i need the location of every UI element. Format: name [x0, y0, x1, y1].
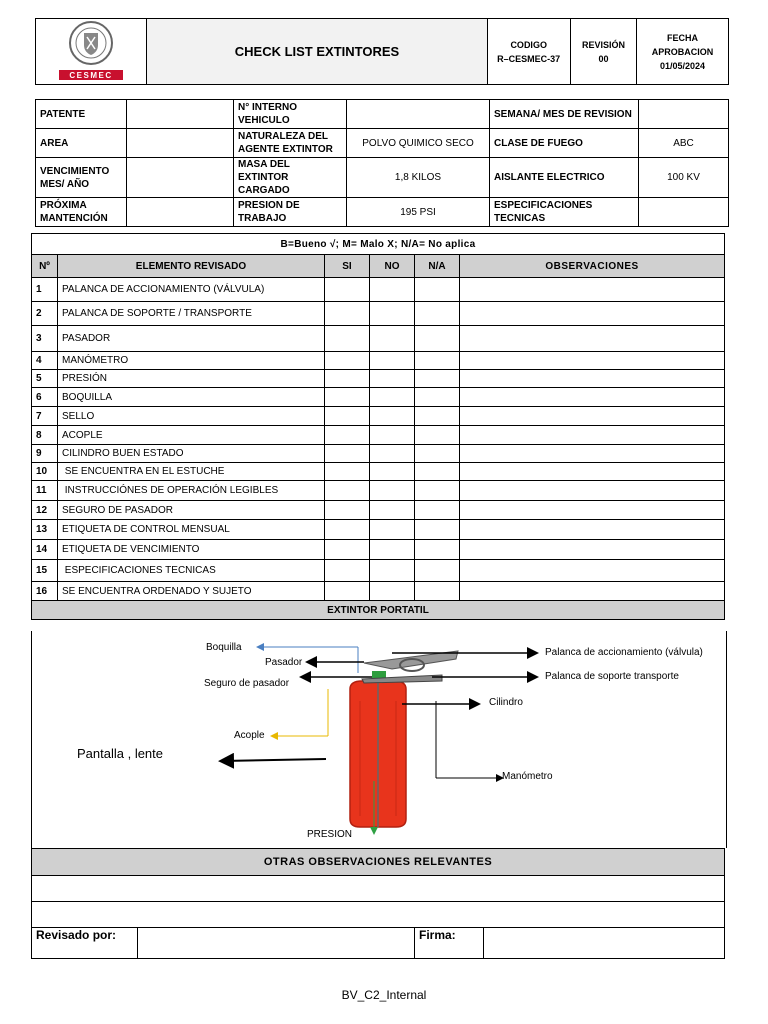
- item-na-cell[interactable]: [415, 445, 460, 463]
- item-number: 12: [32, 501, 58, 520]
- input-revisado[interactable]: [138, 928, 415, 959]
- observaciones-line-1[interactable]: [32, 876, 725, 902]
- item-si-cell[interactable]: [325, 481, 370, 501]
- item-na-cell[interactable]: [415, 520, 460, 540]
- checklist-row: [32, 407, 725, 426]
- item-no-cell[interactable]: [370, 278, 415, 302]
- checklist-table: [31, 233, 725, 620]
- revision-value: 00: [598, 53, 609, 64]
- item-si-cell[interactable]: [325, 445, 370, 463]
- label-acople: Acople: [234, 730, 265, 741]
- col-element: ELEMENTO REVISADO: [58, 255, 325, 278]
- input-vencimiento[interactable]: [127, 158, 234, 198]
- item-label: ESPECIFICACIONES TECNICAS: [58, 560, 325, 582]
- item-number: 5: [32, 370, 58, 388]
- item-na-cell[interactable]: [415, 352, 460, 370]
- item-na-cell[interactable]: [415, 540, 460, 560]
- classification-footer: BV_C2_Internal: [341, 988, 427, 1002]
- checklist-row: [32, 278, 725, 302]
- codigo-cell: CODIGO R–CESMEC-37: [487, 19, 570, 85]
- value-masa: 1,8 KILOS: [347, 158, 490, 198]
- item-observaciones-cell[interactable]: [460, 302, 725, 326]
- item-observaciones-cell[interactable]: [460, 370, 725, 388]
- item-no-cell[interactable]: [370, 540, 415, 560]
- item-number: 6: [32, 388, 58, 407]
- input-firma[interactable]: [484, 928, 725, 959]
- item-observaciones-cell[interactable]: [460, 278, 725, 302]
- checklist-row: [32, 540, 725, 560]
- item-label: CILINDRO BUEN ESTADO: [58, 445, 325, 463]
- label-revisado: Revisado por:: [32, 928, 138, 959]
- item-number: 9: [32, 445, 58, 463]
- item-label: SE ENCUENTRA EN EL ESTUCHE: [58, 463, 325, 481]
- item-label: BOQUILLA: [58, 388, 325, 407]
- item-no-cell[interactable]: [370, 445, 415, 463]
- item-si-cell[interactable]: [325, 463, 370, 481]
- input-patente[interactable]: [127, 100, 234, 129]
- col-no: NO: [370, 255, 415, 278]
- item-no-cell[interactable]: [370, 582, 415, 601]
- item-si-cell[interactable]: [325, 302, 370, 326]
- item-si-cell[interactable]: [325, 388, 370, 407]
- item-label: ETIQUETA DE CONTROL MENSUAL: [58, 520, 325, 540]
- item-si-cell[interactable]: [325, 582, 370, 601]
- item-label: SE ENCUENTRA ORDENADO Y SUJETO: [58, 582, 325, 601]
- item-si-cell[interactable]: [325, 326, 370, 352]
- item-no-cell[interactable]: [370, 520, 415, 540]
- value-clase: ABC: [639, 129, 729, 158]
- item-label: MANÓMETRO: [58, 352, 325, 370]
- item-label: PALANCA DE SOPORTE / TRANSPORTE: [58, 302, 325, 326]
- cylinder-icon: [350, 671, 406, 827]
- col-na: N/A: [415, 255, 460, 278]
- label-vencimiento: VENCIMIENTO MES/ AÑO: [36, 158, 127, 198]
- input-area[interactable]: [127, 129, 234, 158]
- label-pasador: Pasador: [265, 657, 303, 668]
- col-observaciones: OBSERVACIONES: [460, 255, 725, 278]
- item-si-cell[interactable]: [325, 407, 370, 426]
- label-palanca-soporte: Palanca de soporte transporte: [545, 671, 679, 682]
- checklist-header-row: [32, 255, 725, 278]
- item-number: 2: [32, 302, 58, 326]
- item-observaciones-cell[interactable]: [460, 463, 725, 481]
- diagram-title: EXTINTOR PORTATIL: [32, 601, 725, 620]
- item-label: INSTRUCCIÓNES DE OPERACIÓN LEGIBLES: [58, 481, 325, 501]
- item-observaciones-cell[interactable]: [460, 501, 725, 520]
- item-si-cell[interactable]: [325, 426, 370, 445]
- item-number: 11: [32, 481, 58, 501]
- item-observaciones-cell[interactable]: [460, 407, 725, 426]
- item-number: 14: [32, 540, 58, 560]
- value-naturaleza: POLVO QUIMICO SECO: [347, 129, 490, 158]
- label-manometro: Manómetro: [502, 771, 553, 782]
- item-label: PRESIÓN: [58, 370, 325, 388]
- fecha-cell: FECHA APROBACION 01/05/2024: [637, 19, 729, 85]
- item-no-cell[interactable]: [370, 302, 415, 326]
- otras-observaciones-title: OTRAS OBSERVACIONES RELEVANTES: [32, 849, 725, 876]
- item-observaciones-cell[interactable]: [460, 388, 725, 407]
- item-observaciones-cell[interactable]: [460, 481, 725, 501]
- item-number: 10: [32, 463, 58, 481]
- item-observaciones-cell[interactable]: [460, 426, 725, 445]
- col-si: SI: [325, 255, 370, 278]
- checklist-row: [32, 582, 725, 601]
- checklist-row: [32, 302, 725, 326]
- checklist-row: [32, 463, 725, 481]
- label-palanca-accionamiento: Palanca de accionamiento (válvula): [545, 647, 703, 658]
- item-no-cell[interactable]: [370, 326, 415, 352]
- value-presion: 195 PSI: [347, 198, 490, 227]
- input-semana[interactable]: [639, 100, 729, 129]
- label-semana: SEMANA/ MES DE REVISION: [490, 100, 639, 129]
- item-observaciones-cell[interactable]: [460, 352, 725, 370]
- col-num: Nº: [32, 255, 58, 278]
- item-na-cell[interactable]: [415, 326, 460, 352]
- input-interno[interactable]: [347, 100, 490, 129]
- item-label: ETIQUETA DE VENCIMIENTO: [58, 540, 325, 560]
- item-observaciones-cell[interactable]: [460, 540, 725, 560]
- item-na-cell[interactable]: [415, 582, 460, 601]
- item-observaciones-cell[interactable]: [460, 582, 725, 601]
- item-na-cell[interactable]: [415, 407, 460, 426]
- svg-text:CESMEC: CESMEC: [69, 71, 113, 80]
- item-no-cell[interactable]: [370, 560, 415, 582]
- input-especificaciones[interactable]: [639, 198, 729, 227]
- extinguisher-illustration: [32, 631, 726, 848]
- label-pantalla: Pantalla , lente: [77, 746, 164, 761]
- item-observaciones-cell[interactable]: [460, 520, 725, 540]
- item-na-cell[interactable]: [415, 560, 460, 582]
- label-area: AREA: [36, 129, 127, 158]
- fecha-value: 01/05/2024: [660, 60, 706, 71]
- item-number: 7: [32, 407, 58, 426]
- logo: [36, 19, 147, 85]
- item-si-cell[interactable]: [325, 278, 370, 302]
- item-no-cell[interactable]: [370, 481, 415, 501]
- label-cilindro: Cilindro: [489, 697, 523, 708]
- item-number: 16: [32, 582, 58, 601]
- bureau-veritas-logo-icon: [51, 19, 131, 81]
- label-especificaciones: ESPECIFICACIONES TECNICAS: [490, 198, 639, 227]
- item-observaciones-cell[interactable]: [460, 560, 725, 582]
- observations-table: [31, 848, 725, 959]
- item-no-cell[interactable]: [370, 352, 415, 370]
- item-si-cell[interactable]: [325, 501, 370, 520]
- legend: B=Bueno √; M= Malo X; N/A= No aplica: [32, 234, 725, 255]
- extinguisher-diagram: [31, 631, 727, 848]
- checklist-row: [32, 520, 725, 540]
- label-boquilla: Boquilla: [206, 642, 242, 653]
- item-na-cell[interactable]: [415, 426, 460, 445]
- item-no-cell[interactable]: [370, 426, 415, 445]
- checklist-row: [32, 481, 725, 501]
- label-presion: PRESION DE TRABAJO: [234, 198, 347, 227]
- page-title: CHECK LIST EXTINTORES: [147, 19, 487, 85]
- item-label: ACOPLE: [58, 426, 325, 445]
- value-aislante: 100 KV: [639, 158, 729, 198]
- checklist-row: [32, 560, 725, 582]
- valve-handle-icon: [362, 651, 458, 683]
- observaciones-line-2[interactable]: [32, 902, 725, 928]
- item-si-cell[interactable]: [325, 540, 370, 560]
- item-na-cell[interactable]: [415, 501, 460, 520]
- label-proxima: PRÓXIMA MANTENCIÓN: [36, 198, 127, 227]
- item-no-cell[interactable]: [370, 388, 415, 407]
- item-na-cell[interactable]: [415, 278, 460, 302]
- label-patente: PATENTE: [36, 100, 127, 129]
- checklist-row: [32, 445, 725, 463]
- item-na-cell[interactable]: [415, 481, 460, 501]
- input-proxima[interactable]: [127, 198, 234, 227]
- revision-cell: REVISIÓN 00: [570, 19, 636, 85]
- checklist-row: [32, 501, 725, 520]
- item-si-cell[interactable]: [325, 560, 370, 582]
- item-na-cell[interactable]: [415, 370, 460, 388]
- document-header: [35, 18, 729, 85]
- item-si-cell[interactable]: [325, 520, 370, 540]
- item-label: PALANCA DE ACCIONAMIENTO (VÁLVULA): [58, 278, 325, 302]
- item-observaciones-cell[interactable]: [460, 326, 725, 352]
- item-number: 13: [32, 520, 58, 540]
- item-na-cell[interactable]: [415, 463, 460, 481]
- label-interno: N° INTERNO VEHICULO: [234, 100, 347, 129]
- item-number: 15: [32, 560, 58, 582]
- label-clase: CLASE DE FUEGO: [490, 129, 639, 158]
- item-number: 4: [32, 352, 58, 370]
- item-observaciones-cell[interactable]: [460, 445, 725, 463]
- item-no-cell[interactable]: [370, 501, 415, 520]
- label-naturaleza: NATURALEZA DEL AGENTE EXTINTOR: [234, 129, 347, 158]
- checklist-row: [32, 388, 725, 407]
- item-label: SELLO: [58, 407, 325, 426]
- item-si-cell[interactable]: [325, 370, 370, 388]
- item-label: PASADOR: [58, 326, 325, 352]
- label-firma: Firma:: [415, 928, 484, 959]
- item-number: 3: [32, 326, 58, 352]
- label-seguro: Seguro de pasador: [204, 678, 290, 689]
- codigo-value: R–CESMEC-37: [497, 53, 561, 64]
- item-number: 1: [32, 278, 58, 302]
- item-si-cell[interactable]: [325, 352, 370, 370]
- vehicle-info-table: [35, 99, 729, 227]
- item-no-cell[interactable]: [370, 463, 415, 481]
- item-label: SEGURO DE PASADOR: [58, 501, 325, 520]
- checklist-body: [32, 278, 725, 601]
- item-no-cell[interactable]: [370, 407, 415, 426]
- item-na-cell[interactable]: [415, 388, 460, 407]
- checklist-row: [32, 426, 725, 445]
- label-presion: PRESION: [307, 829, 353, 840]
- item-number: 8: [32, 426, 58, 445]
- checklist-row: [32, 370, 725, 388]
- label-aislante: AISLANTE ELECTRICO: [490, 158, 639, 198]
- item-no-cell[interactable]: [370, 370, 415, 388]
- checklist-row: [32, 352, 725, 370]
- checklist-row: [32, 326, 725, 352]
- label-masa: MASA DEL EXTINTOR CARGADO: [234, 158, 347, 198]
- item-na-cell[interactable]: [415, 302, 460, 326]
